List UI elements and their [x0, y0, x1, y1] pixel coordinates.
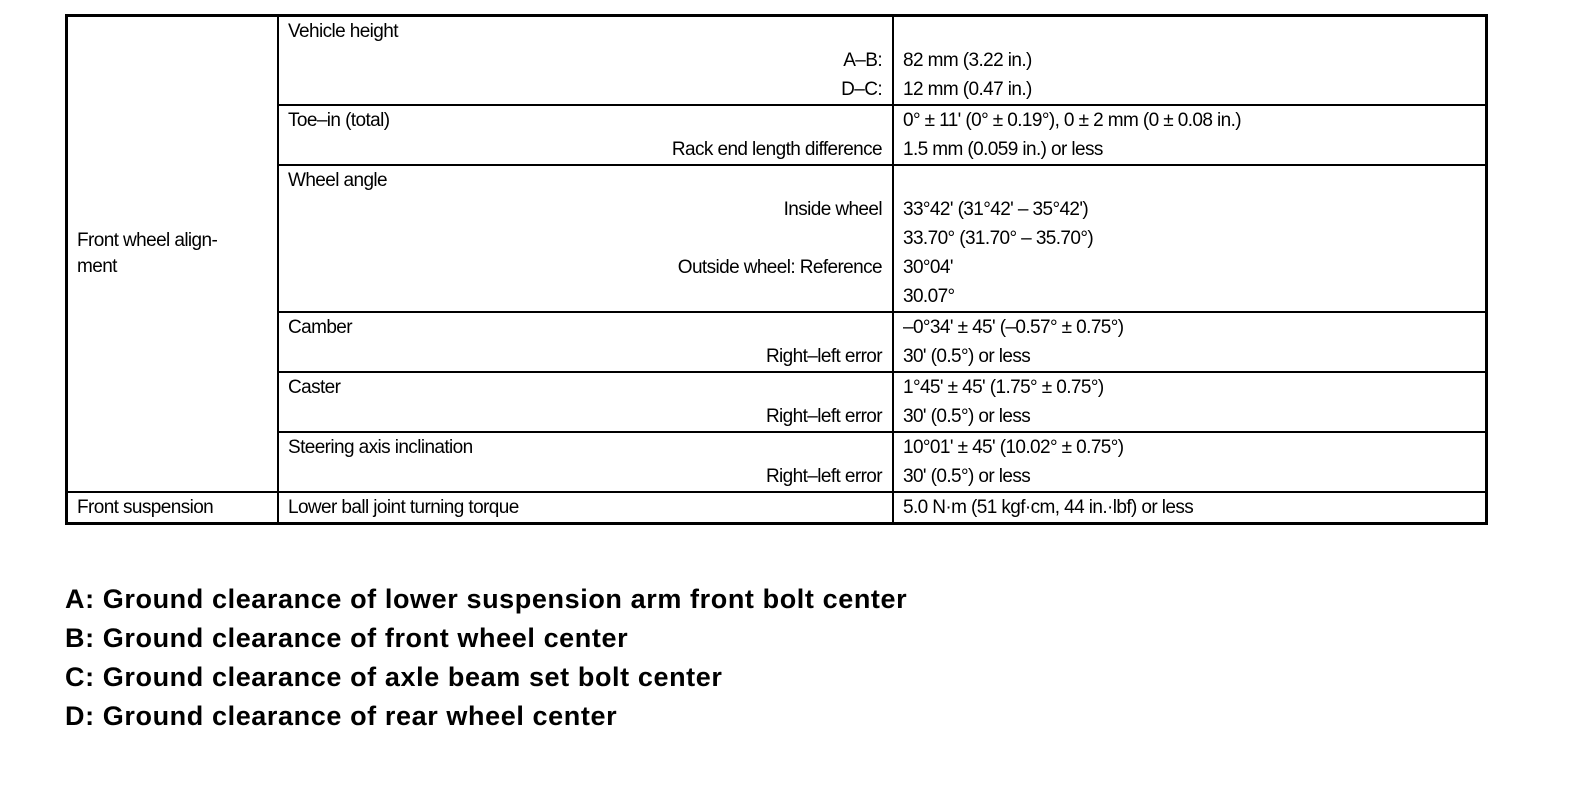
value-cell [893, 372, 1487, 432]
value-text: 33.70° (31.70° – 35.70°) [903, 228, 1094, 249]
table-row [67, 165, 1487, 312]
note-a: A: Ground clearance of lower suspension arm front bolt center [65, 584, 908, 614]
item-name: Wheel angle [288, 170, 388, 191]
sub-label: Right–left error [765, 406, 882, 427]
value-cell [893, 312, 1487, 372]
note-b: B: Ground clearance of front wheel center [65, 623, 629, 653]
item-cell [278, 312, 893, 372]
item-name: Caster [288, 377, 341, 398]
table-row [67, 432, 1487, 492]
sub-label: Rack end length difference [671, 139, 882, 160]
value-text: 30' (0.5°) or less [903, 466, 1031, 487]
value-text: 30°04' [903, 257, 953, 278]
group-label-line: ment [77, 256, 117, 277]
item-cell [278, 105, 893, 165]
item-name: Steering axis inclination [288, 437, 473, 458]
item-cell [278, 372, 893, 432]
sub-label: A–B: [843, 50, 882, 71]
value-text: 30' (0.5°) or less [903, 346, 1031, 367]
note-d: D: Ground clearance of rear wheel center [65, 701, 618, 731]
value-text: –0°34' ± 45' (–0.57° ± 0.75°) [903, 317, 1124, 338]
value-text: 33°42' (31°42' – 35°42') [903, 199, 1089, 220]
item-name: Camber [288, 317, 352, 338]
legend-notes [65, 580, 907, 736]
value-text: 5.0 N·m (51 kgf·cm, 44 in.·lbf) or less [903, 497, 1194, 518]
value-text: 1.5 mm (0.059 in.) or less [903, 139, 1103, 160]
table-row [67, 16, 1487, 106]
group-label-line: Front wheel align- [77, 230, 218, 251]
sub-label: Inside wheel [783, 199, 882, 220]
value-text: 1°45' ± 45' (1.75° ± 0.75°) [903, 377, 1104, 398]
value-text: 0° ± 11' (0° ± 0.19°), 0 ± 2 mm (0 ± 0.08 in.) [903, 110, 1241, 131]
note-c: C: Ground clearance of axle beam set bolt center [65, 662, 723, 692]
item-name: Vehicle height [288, 21, 398, 42]
item-name: Toe–in (total) [288, 110, 390, 131]
value-text: 12 mm (0.47 in.) [903, 79, 1032, 100]
sub-label: Right–left error [765, 466, 882, 487]
table-row [67, 312, 1487, 372]
group-label-cell [67, 492, 279, 524]
sub-label: D–C: [841, 79, 882, 100]
value-text: 30' (0.5°) or less [903, 406, 1031, 427]
table-row [67, 372, 1487, 432]
sub-label: Right–left error [765, 346, 882, 367]
value-cell [893, 165, 1487, 312]
item-cell [278, 492, 893, 524]
table-row [67, 105, 1487, 165]
item-cell [278, 16, 893, 106]
value-cell [893, 492, 1487, 524]
value-text: 30.07° [903, 286, 955, 307]
value-text: 10°01' ± 45' (10.02° ± 0.75°) [903, 437, 1124, 458]
value-text: 82 mm (3.22 in.) [903, 50, 1032, 71]
table-row [67, 492, 1487, 524]
group-label-cell [67, 16, 279, 493]
group-label: Front suspension [77, 496, 214, 518]
value-cell [893, 16, 1487, 106]
item-name: Lower ball joint turning torque [288, 497, 519, 518]
item-cell [278, 432, 893, 492]
specification-table [65, 14, 1488, 525]
value-cell [893, 105, 1487, 165]
sub-label: Outside wheel: Reference [677, 257, 882, 278]
value-cell [893, 432, 1487, 492]
item-cell [278, 165, 893, 312]
